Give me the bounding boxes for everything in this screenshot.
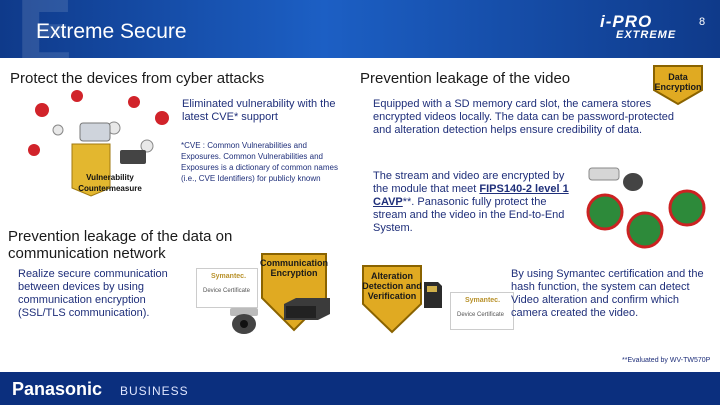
business-label: BUSINESS: [120, 384, 189, 398]
sd-card-icon: [422, 280, 444, 310]
logo-bottom: EXTREME: [616, 29, 677, 41]
panasonic-logo: Panasonic: [12, 379, 103, 399]
fips-post: **. Panasonic fully protect the stream and the video in the End-to-End System.: [373, 196, 565, 234]
fips-link[interactable]: FIPS140-2 level 1 CAVP: [373, 183, 569, 208]
decorative-letter: E: [14, 0, 76, 87]
alteration-detection-shield: [360, 262, 424, 334]
network-text: Realize secure communication between devices by using communication encryption (SSL/TLS communication).: [18, 268, 168, 319]
alteration-shield-label: Alteration Detection and Verification: [362, 271, 422, 301]
footer-bar: [0, 372, 720, 405]
device-certificate-card-right: [450, 292, 514, 330]
sd-text: Equipped with a SD memory card slot, the camera stores encrypted videos locally. The data can be password-protected and alteration detection helps ensure credibility of data.: [373, 98, 675, 136]
recorder-icon: [282, 296, 332, 322]
ipro-extreme-logo: [600, 12, 680, 46]
dome-camera-icon: [226, 306, 262, 336]
fips-text: [373, 170, 573, 235]
fips-pre: The stream and video are encrypted by the module that meet: [373, 170, 565, 195]
logo-top: i-PRO: [600, 12, 653, 31]
section-title-cyber: Protect the devices from cyber attacks: [10, 70, 265, 87]
camera-network-illustration: [585, 160, 710, 260]
cve-note: *CVE : Common Vulnerabilities and Exposures. Common Vulnerabilities and Exposures is a dictionary of common names (i.e., CVE Identifiers) for publicly known: [181, 141, 338, 183]
evaluation-footnote: **Evaluated by WV-TW570P: [622, 357, 711, 364]
vuln-text: Eliminated vulnerability with the latest CVE* support: [182, 98, 336, 123]
data-shield-label: Data Encryption: [654, 72, 702, 92]
device-cert-right: Device Certificate: [457, 312, 505, 318]
section-title-network: Prevention leakage of the data on communication network: [8, 228, 233, 262]
section-title-video: Prevention leakage of the video: [360, 70, 571, 87]
symantec-label-right: Symantec.: [465, 297, 501, 304]
comm-shield-label: Communication Encryption: [259, 258, 328, 278]
symantec-text: By using Symantec certification and the hash function, the system can detect Video alteration and confirm which camera created the video.: [511, 268, 704, 319]
device-certificate-card-left: [196, 268, 258, 308]
page-title: Extreme Secure: [36, 20, 187, 43]
page-number: 8: [699, 16, 706, 28]
symantec-label-left: Symantec.: [211, 273, 247, 280]
device-cert-left: Device Certificate: [203, 288, 251, 294]
countermeasure-label: Vulnerability Countermeasure: [78, 173, 142, 193]
